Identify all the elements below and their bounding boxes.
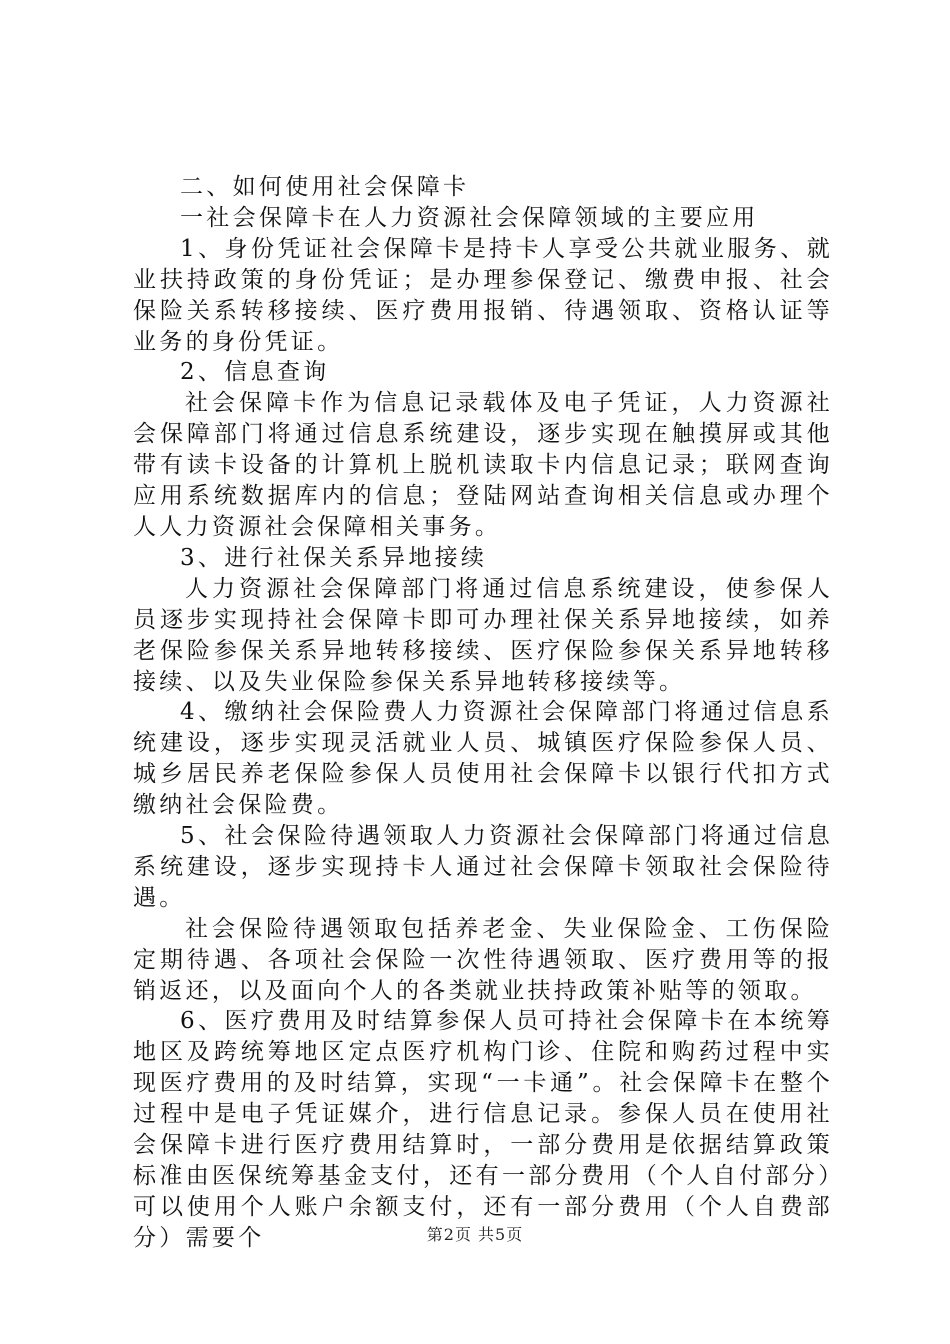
page-footer: 第2页 共5页 (426, 1225, 524, 1244)
paragraph-subheading-1: 一社会保障卡在人力资源社会保障领域的主要应用 (180, 204, 759, 231)
paragraph-item-2-body: 社会保障卡作为信息记录载体及电子凭证，人力资源社会保障部门将通过信息系统建设，逐步实现在触摸屏或其他带有读卡设备的计算机上脱机读取卡内信息记录；联网查询应用系统数据库内的信息；登陆网站查询相关信息或办理个人人力资源社会保障相关事务。 (133, 390, 833, 540)
paragraph-heading-2: 二、如何使用社会保障卡 (180, 174, 470, 200)
paragraph-item-5-body: 社会保险待遇领取包括养老金、失业保险金、工伤保险定期待遇、各项社会保险一次性待遇领取、医疗费用等的报销返还，以及面向个人的各类就业扶持政策补贴等的领取。 (133, 915, 833, 1004)
paragraph-item-5: 5、社会保险待遇领取人力资源社会保障部门将通过信息系统建设，逐步实现持卡人通过社会保障卡领取社会保险待遇。 (133, 823, 833, 911)
document-body (133, 172, 833, 1254)
paragraph-item-6: 6、医疗费用及时结算参保人员可持社会保障卡在本统筹地区及跨统筹地区定点医疗机构门诊、住院和购药过程中实现医疗费用的及时结算，实现“一卡通”。社会保障卡在整个过程中是电子凭证媒介，进行信息记录。参保人员在使用社会保障卡进行医疗费用结算时，一部分费用是依据结算政策标准由医保统筹基金支付，还有一部分费用（个人自付部分）可以使用个人账户余额支付，还有一部分费用（个人自费部分）需要个 (133, 1008, 833, 1251)
paragraph-item-3-body: 人力资源社会保障部门将通过信息系统建设，使参保人员逐步实现持社会保障卡即可办理社保关系异地接续，如养老保险参保关系异地转移接续、医疗保险参保关系异地转移接续、以及失业保险参保关系异地转移接续等。 (133, 575, 833, 695)
paragraph-item-1: 1、身份凭证社会保障卡是持卡人享受公共就业服务、就业扶持政策的身份凭证；是办理参保登记、缴费申报、社会保险关系转移接续、医疗费用报销、待遇领取、资格认证等业务的身份凭证。 (133, 235, 833, 355)
paragraph-item-3-title: 3、进行社保关系异地接续 (180, 544, 488, 571)
paragraph-item-4: 4、缴纳社会保险费人力资源社会保障部门将通过信息系统建设，逐步实现灵活就业人员、城镇医疗保险参保人员、城乡居民养老保险参保人员使用社会保障卡以银行代扣方式缴纳社会保险费。 (133, 699, 833, 819)
paragraph-item-2-title: 2、信息查询 (180, 359, 330, 386)
